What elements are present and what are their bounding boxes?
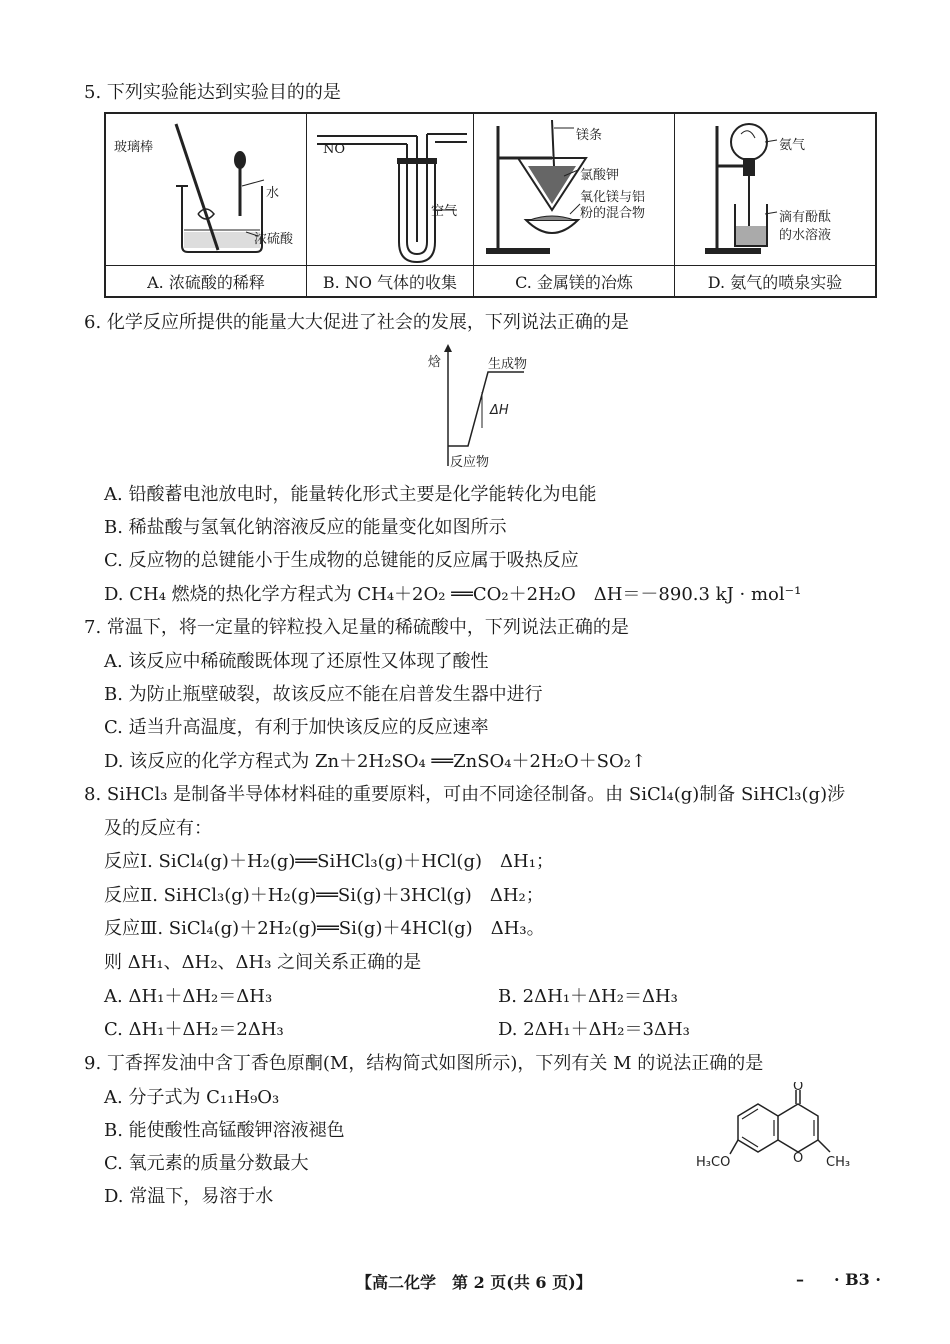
label-water: 水 xyxy=(266,186,280,201)
q8-reaction-3: 反应Ⅲ. SiCl₄(g)＋2H₂(g)══Si(g)＋4HCl(g) ΔH₃。 xyxy=(104,918,545,939)
chromone-structure xyxy=(692,1082,872,1182)
q8-stem-2: 及的反应有： xyxy=(104,818,212,839)
q7-option-b: B. 为防止瓶壁破裂，故该反应不能在启普发生器中进行 xyxy=(104,684,543,705)
y-label: 焓 xyxy=(428,355,442,370)
caption-c: C. 金属镁的冶炼 xyxy=(474,266,675,298)
label-phenolphthalein-2: 的水溶液 xyxy=(779,228,832,243)
caption-b: B. NO 气体的收集 xyxy=(307,266,474,298)
methoxy-label: H₃CO xyxy=(696,1155,731,1170)
caption-a: A. 浓硫酸的稀释 xyxy=(105,266,307,298)
label-conc-acid: 浓硫酸 xyxy=(254,232,294,247)
q7-option-a: A. 该反应中稀硫酸既体现了还原性又体现了酸性 xyxy=(104,651,489,672)
label-glass-rod: 玻璃棒 xyxy=(114,140,154,155)
q6-option-d: D. CH₄ 燃烧的热化学方程式为 CH₄＋2O₂ ══CO₂＋2H₂O ΔH＝－890.3 kJ · mol⁻¹ xyxy=(104,584,802,605)
q6-stem: 6. 化学反应所提供的能量大大促进了社会的发展，下列说法正确的是 xyxy=(84,312,629,333)
label-mg-ribbon: 镁条 xyxy=(576,128,603,143)
q5-stem: 5. 下列实验能达到实验目的的是 xyxy=(84,82,341,103)
q8-option-d: D. 2ΔH₁＋ΔH₂＝3ΔH₃ xyxy=(498,1019,690,1040)
label-nh3: 氨气 xyxy=(779,138,806,153)
q9-option-d: D. 常温下，易溶于水 xyxy=(104,1186,274,1207)
label-mixture-1: 氧化镁与铝 xyxy=(580,190,646,205)
product-label: 生成物 xyxy=(488,357,528,372)
q8-reaction-2: 反应Ⅱ. SiHCl₃(g)＋H₂(g)══Si(g)＋3HCl(g) ΔH₂； xyxy=(104,885,544,906)
q7-stem: 7. 常温下，将一定量的锌粒投入足量的稀硫酸中，下列说法正确的是 xyxy=(84,617,629,638)
label-no: NO xyxy=(323,142,346,157)
q8-option-c: C. ΔH₁＋ΔH₂＝2ΔH₃ xyxy=(104,1019,284,1040)
q9-stem: 9. 丁香挥发油中含丁香色原酮(M，结构简式如图所示)，下列有关 M 的说法正确的是 xyxy=(84,1053,764,1074)
q9-option-c: C. 氧元素的质量分数最大 xyxy=(104,1153,309,1174)
q8-reaction-1: 反应Ⅰ. SiCl₄(g)＋H₂(g)══SiHCl₃(g)＋HCl(g) ΔH₁； xyxy=(104,851,554,872)
ketone-o-label: O xyxy=(793,1082,804,1094)
label-kclo3: 氯酸钾 xyxy=(580,168,620,183)
q9-option-b: B. 能使酸性高锰酸钾溶液褪色 xyxy=(104,1120,345,1141)
q8-option-a: A. ΔH₁＋ΔH₂＝ΔH₃ xyxy=(104,986,273,1007)
ring-o-label: O xyxy=(793,1151,804,1166)
footer-code: · B3 · xyxy=(834,1270,881,1289)
q7-option-d: D. 该反应的化学方程式为 Zn＋2H₂SO₄ ══ZnSO₄＋2H₂O＋SO₂↑ xyxy=(104,751,647,772)
panel-d xyxy=(675,113,877,266)
enthalpy-diagram xyxy=(420,342,550,472)
caption-d: D. 氨气的喷泉实验 xyxy=(675,266,877,298)
methyl-label: CH₃ xyxy=(826,1155,851,1170)
label-air: 空气 xyxy=(431,204,458,219)
thermite-diagram xyxy=(474,114,674,264)
footer-dash: – xyxy=(796,1270,804,1289)
q8-ask: 则 ΔH₁、ΔH₂、ΔH₃ 之间关系正确的是 xyxy=(104,952,422,973)
q6-option-a: A. 铅酸蓄电池放电时，能量转化形式主要是化学能转化为电能 xyxy=(104,484,597,505)
q9-option-a: A. 分子式为 C₁₁H₉O₃ xyxy=(104,1087,280,1108)
delta-h-label: ΔH xyxy=(490,403,509,418)
label-phenolphthalein-1: 滴有酚酞 xyxy=(779,210,832,225)
apparatus-table xyxy=(104,112,877,298)
panel-b xyxy=(307,113,474,266)
fountain-diagram xyxy=(675,114,875,264)
panel-a xyxy=(105,113,307,266)
reactant-label: 反应物 xyxy=(450,455,490,470)
page-footer: 【高二化学 第 2 页(共 6 页)】 xyxy=(356,1273,592,1292)
gas-collection-diagram xyxy=(307,114,473,264)
q8-option-b: B. 2ΔH₁＋ΔH₂＝ΔH₃ xyxy=(498,986,678,1007)
panel-c xyxy=(474,113,675,266)
q7-option-c: C. 适当升高温度，有利于加快该反应的反应速率 xyxy=(104,717,489,738)
label-mixture-2: 粉的混合物 xyxy=(580,206,646,221)
q8-stem-1: 8. SiHCl₃ 是制备半导体材料硅的重要原料，可由不同途径制备。由 SiCl₄(g)制备 SiHCl₃(g)涉 xyxy=(84,784,846,805)
q6-option-b: B. 稀盐酸与氢氧化钠溶液反应的能量变化如图所示 xyxy=(104,517,507,538)
q6-option-c: C. 反应物的总键能小于生成物的总键能的反应属于吸热反应 xyxy=(104,550,579,571)
